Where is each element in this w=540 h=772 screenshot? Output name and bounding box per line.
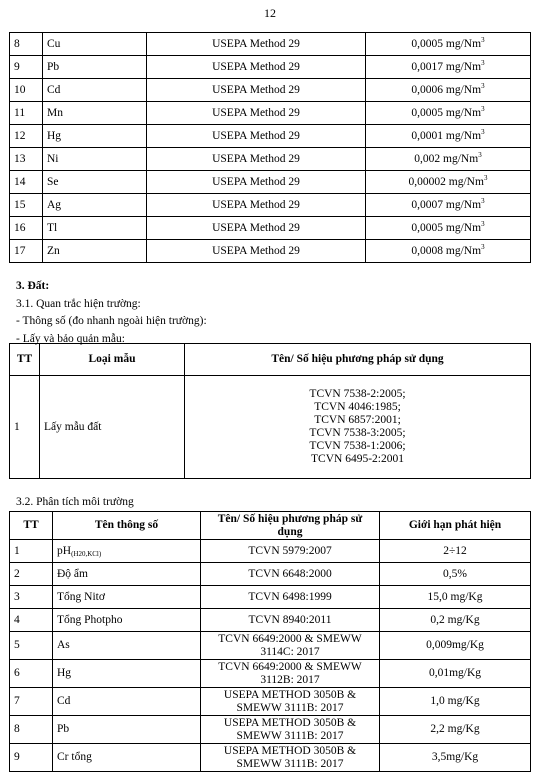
limit-value: 0,0007 mg/Nm [411,198,482,211]
analysis-table [9,511,531,772]
unit-superscript: 3 [481,196,485,205]
unit-superscript: 3 [481,219,485,228]
method-line: SMEWW 3111B: 2017 [236,701,344,714]
bullet-line: - Thông số (đo nhanh ngoài hiện trường): [16,315,207,327]
column-header: Giới hạn phát hiện [380,512,531,540]
table-row [10,240,531,263]
method-line: TCVN 8940:2011 [248,613,332,626]
table-cell: 13 [10,148,43,171]
limit-value: 0,0017 mg/Nm [411,60,482,73]
unit-superscript: 3 [481,104,485,113]
column-header: TT [10,512,53,540]
table-row [10,609,531,632]
table-cell: Cu [43,33,147,56]
column-header: Loại mẫu [40,344,185,376]
table-row [10,586,531,609]
subsection-title: 3.1. Quan trắc hiện trường: [16,298,141,310]
table-cell: Hg [43,125,147,148]
limit-value: 0,0006 mg/Nm [411,83,482,96]
table-cell: USEPA Method 29 [147,240,366,263]
param-name: Cd [57,695,71,708]
method-line: USEPA METHOD 3050B & [223,744,357,757]
method-line: TCVN 7538-3:2005; [309,427,406,439]
table-row [10,660,531,688]
table-cell [366,79,531,102]
table-row [10,33,531,56]
param-name: Tổng Photpho [57,613,123,626]
table-cell: USEPA Method 29 [147,56,366,79]
param-name: Cr tổng [57,751,92,764]
limit-value: 0,0005 mg/Nm [411,106,482,119]
table-cell: 1 [10,376,40,479]
table-cell [201,586,380,609]
subsection-title: 3.2. Phân tích môi trường [16,496,134,508]
table-cell [53,586,201,609]
method-line: TCVN 6649:2000 & SMEWW [218,632,362,645]
table-cell: Ni [43,148,147,171]
method-line: TCVN 7538-2:2005; [309,388,406,400]
table-cell: 9 [10,56,43,79]
param-name: Tổng Nitơ [57,590,105,603]
table-cell [366,56,531,79]
column-header: Tên/ Số hiệu phương pháp sử dụng [185,344,531,376]
table-cell: 2÷12 [380,540,531,563]
method-line: SMEWW 3111B: 2017 [236,729,344,742]
table-cell: Cd [43,79,147,102]
table-cell: USEPA Method 29 [147,102,366,125]
param-name: Hg [57,667,72,680]
table-cell: Se [43,171,147,194]
table-cell [53,660,201,688]
table-cell: 4 [10,609,53,632]
method-line: TCVN 4046:1985; [314,401,401,413]
table-row [10,171,531,194]
table-cell: USEPA Method 29 [147,194,366,217]
method-line: 3112B: 2017 [260,673,320,686]
limit-value: 0,0005 mg/Nm [411,37,482,50]
table-cell [366,194,531,217]
limit-value: 0,0008 mg/Nm [411,244,482,257]
table-cell: 15 [10,194,43,217]
table-cell [366,102,531,125]
param-name: Độ ẩm [57,567,88,580]
sampling-table [9,343,531,479]
table-row [10,56,531,79]
table-cell: 5 [10,632,53,660]
unit-superscript: 3 [481,242,485,251]
table-row [10,540,531,563]
table-row [10,688,531,716]
limit-value: 0,00002 mg/Nm [408,175,484,188]
table-cell: 0,5% [380,563,531,586]
method-line: TCVN 6648:2000 [248,567,332,580]
table-cell: 1 [10,540,53,563]
table-cell [53,563,201,586]
table-cell [53,540,201,563]
table-row [10,194,531,217]
unit-superscript: 3 [481,81,485,90]
table-cell [366,33,531,56]
param-name: Pb [57,723,70,736]
table-cell [366,125,531,148]
unit-superscript: 3 [483,173,488,182]
table-cell: 6 [10,660,53,688]
limit-value: 0,002 mg/Nm [414,152,479,165]
method-line: TCVN 6498:1999 [248,590,332,603]
table-cell: 8 [10,716,53,744]
table-cell: USEPA Method 29 [147,79,366,102]
table-cell [201,716,380,744]
table-cell [53,744,201,772]
param-subscript: (H20,KCl) [71,549,102,558]
table-cell: 2,2 mg/Kg [380,716,531,744]
limit-value: 0,0005 mg/Nm [411,221,482,234]
metals-table [9,32,531,263]
method-line: TCVN 6649:2000 & SMEWW [218,660,362,673]
param-name: As [57,639,70,652]
method-line: TCVN 5979:2007 [248,544,332,557]
table-row [10,217,531,240]
unit-superscript: 3 [481,127,485,136]
table-cell [53,632,201,660]
table-cell: 8 [10,33,43,56]
table-cell [366,217,531,240]
table-cell [201,744,380,772]
table-cell: 15,0 mg/Kg [380,586,531,609]
table-cell [366,148,531,171]
table-cell [53,716,201,744]
table-cell [201,660,380,688]
table-cell: USEPA Method 29 [147,171,366,194]
table-cell: 16 [10,217,43,240]
table-cell: 11 [10,102,43,125]
table-cell [53,688,201,716]
table-row [10,148,531,171]
table-cell: 1,0 mg/Kg [380,688,531,716]
table-cell: USEPA Method 29 [147,148,366,171]
unit-superscript: 3 [481,35,485,44]
table-cell: Zn [43,240,147,263]
method-line: USEPA METHOD 3050B & [223,688,357,701]
table-cell [201,688,380,716]
table-cell [201,609,380,632]
table-cell: 10 [10,79,43,102]
section-heading: 3. Đất: [16,280,50,292]
bullet-line: - Lấy và bảo quản mẫu: [16,333,125,345]
table-cell: USEPA Method 29 [147,125,366,148]
method-line: 3114C: 2017 [260,645,320,658]
table-row [10,79,531,102]
column-header: Tên thông số [53,512,201,540]
table-row [10,102,531,125]
unit-superscript: 3 [478,150,482,159]
method-list [185,376,531,479]
table-cell [53,609,201,632]
table-cell [201,540,380,563]
column-header: Tên/ Số hiệu phương pháp sử dụng [201,512,380,540]
table-cell: 14 [10,171,43,194]
table-cell: 3 [10,586,53,609]
table-cell: Mn [43,102,147,125]
method-line: USEPA METHOD 3050B & [223,716,357,729]
table-cell: Ag [43,194,147,217]
unit-superscript: 3 [481,58,485,67]
table-cell: Pb [43,56,147,79]
table-cell: 2 [10,563,53,586]
column-header: TT [10,344,40,376]
table-row [10,716,531,744]
method-line: SMEWW 3111B: 2017 [236,757,344,770]
table-cell: 12 [10,125,43,148]
table-row [10,632,531,660]
table-row [10,125,531,148]
table-cell: 3,5mg/Kg [380,744,531,772]
table-cell: Tl [43,217,147,240]
method-line: TCVN 6495-2:2001 [311,453,404,465]
table-cell: 0,2 mg/Kg [380,609,531,632]
method-line: TCVN 7538-1:2006; [309,440,406,452]
table-cell: 17 [10,240,43,263]
table-cell [201,563,380,586]
table-row [10,744,531,772]
param-name: pH [57,544,72,557]
table-cell: Lấy mẫu đất [40,376,185,479]
table-cell: USEPA Method 29 [147,217,366,240]
table-cell [201,632,380,660]
table-cell [366,240,531,263]
table-cell: 0,01mg/Kg [380,660,531,688]
table-cell: USEPA Method 29 [147,33,366,56]
table-cell [366,171,531,194]
method-line: TCVN 6857:2001; [314,414,401,426]
page-number: 12 [264,6,276,20]
table-cell: 0,009mg/Kg [380,632,531,660]
table-cell: 9 [10,744,53,772]
table-row [10,376,531,479]
limit-value: 0,0001 mg/Nm [411,129,482,142]
table-cell: 7 [10,688,53,716]
table-row [10,563,531,586]
